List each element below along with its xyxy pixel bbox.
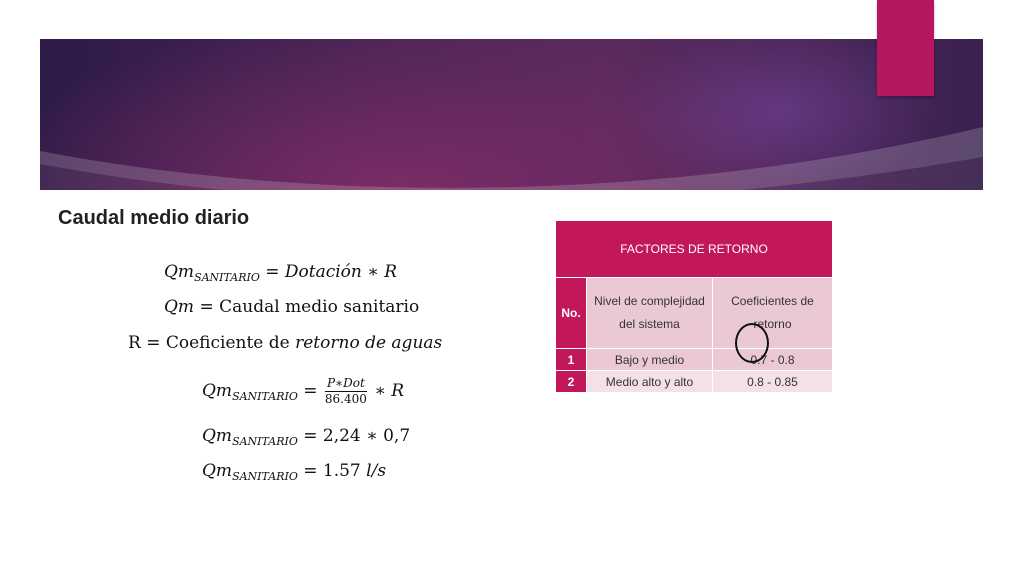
- title-banner: [40, 39, 983, 190]
- eq2-lhs: Qm: [164, 297, 195, 317]
- eq4-sub: SANITARIO: [232, 390, 298, 403]
- col-header-coef: Coeficientes de retorno: [713, 278, 833, 349]
- equation-5: [202, 426, 410, 448]
- eq6-unit: l/s: [366, 461, 387, 481]
- row-number: 1: [556, 349, 587, 371]
- row-coef: 0.8 - 0.85: [713, 371, 833, 393]
- eq2-rhs: = Caudal medio sanitario: [199, 297, 420, 317]
- eq1-sub: SANITARIO: [194, 271, 260, 284]
- table-row: [556, 349, 833, 371]
- eq6-sub: SANITARIO: [232, 470, 298, 483]
- eq4-lhs: Qm: [202, 381, 233, 401]
- equation-1: [164, 262, 397, 284]
- eq1-lhs: Qm: [164, 262, 195, 282]
- slide-heading: Caudal medio diario: [58, 207, 250, 229]
- eq1-rhs: = Dotación ∗ R: [259, 262, 398, 282]
- table-title: FACTORES DE RETORNO: [556, 221, 833, 278]
- return-factors-table: [555, 220, 833, 393]
- row-nivel: Bajo y medio: [587, 349, 713, 371]
- eq5-rhs: = 2,24 ∗ 0,7: [297, 426, 411, 446]
- equation-3: [128, 333, 442, 353]
- equation-4: [202, 376, 404, 407]
- eq6-rhs: = 1.57: [297, 461, 367, 481]
- eq4-eq: =: [297, 381, 323, 401]
- eq4-denominator: 86.400: [324, 392, 367, 406]
- equation-2: [164, 297, 419, 317]
- eq6-lhs: Qm: [202, 461, 233, 481]
- eq4-fraction: [325, 376, 367, 407]
- eq5-sub: SANITARIO: [232, 435, 298, 448]
- eq5-lhs: Qm: [202, 426, 233, 446]
- eq3-lhs: R = Coeficiente de: [128, 333, 296, 353]
- row-nivel: Medio alto y alto: [587, 371, 713, 393]
- row-number: 2: [556, 371, 587, 393]
- eq3-rhs: retorno de aguas: [295, 333, 443, 353]
- row-coef: 0.7 - 0.8: [713, 349, 833, 371]
- col-header-no: No.: [556, 278, 587, 349]
- eq4-numerator: P∗Dot: [325, 376, 367, 392]
- eq4-rhs: ∗ R: [374, 381, 405, 401]
- table-row: [556, 371, 833, 393]
- equation-6: [202, 461, 386, 483]
- accent-tab: [877, 0, 934, 96]
- col-header-nivel: Nivel de complejidad del sistema: [587, 278, 713, 349]
- highlight-circle: [735, 323, 769, 363]
- banner-swoosh: [40, 39, 983, 190]
